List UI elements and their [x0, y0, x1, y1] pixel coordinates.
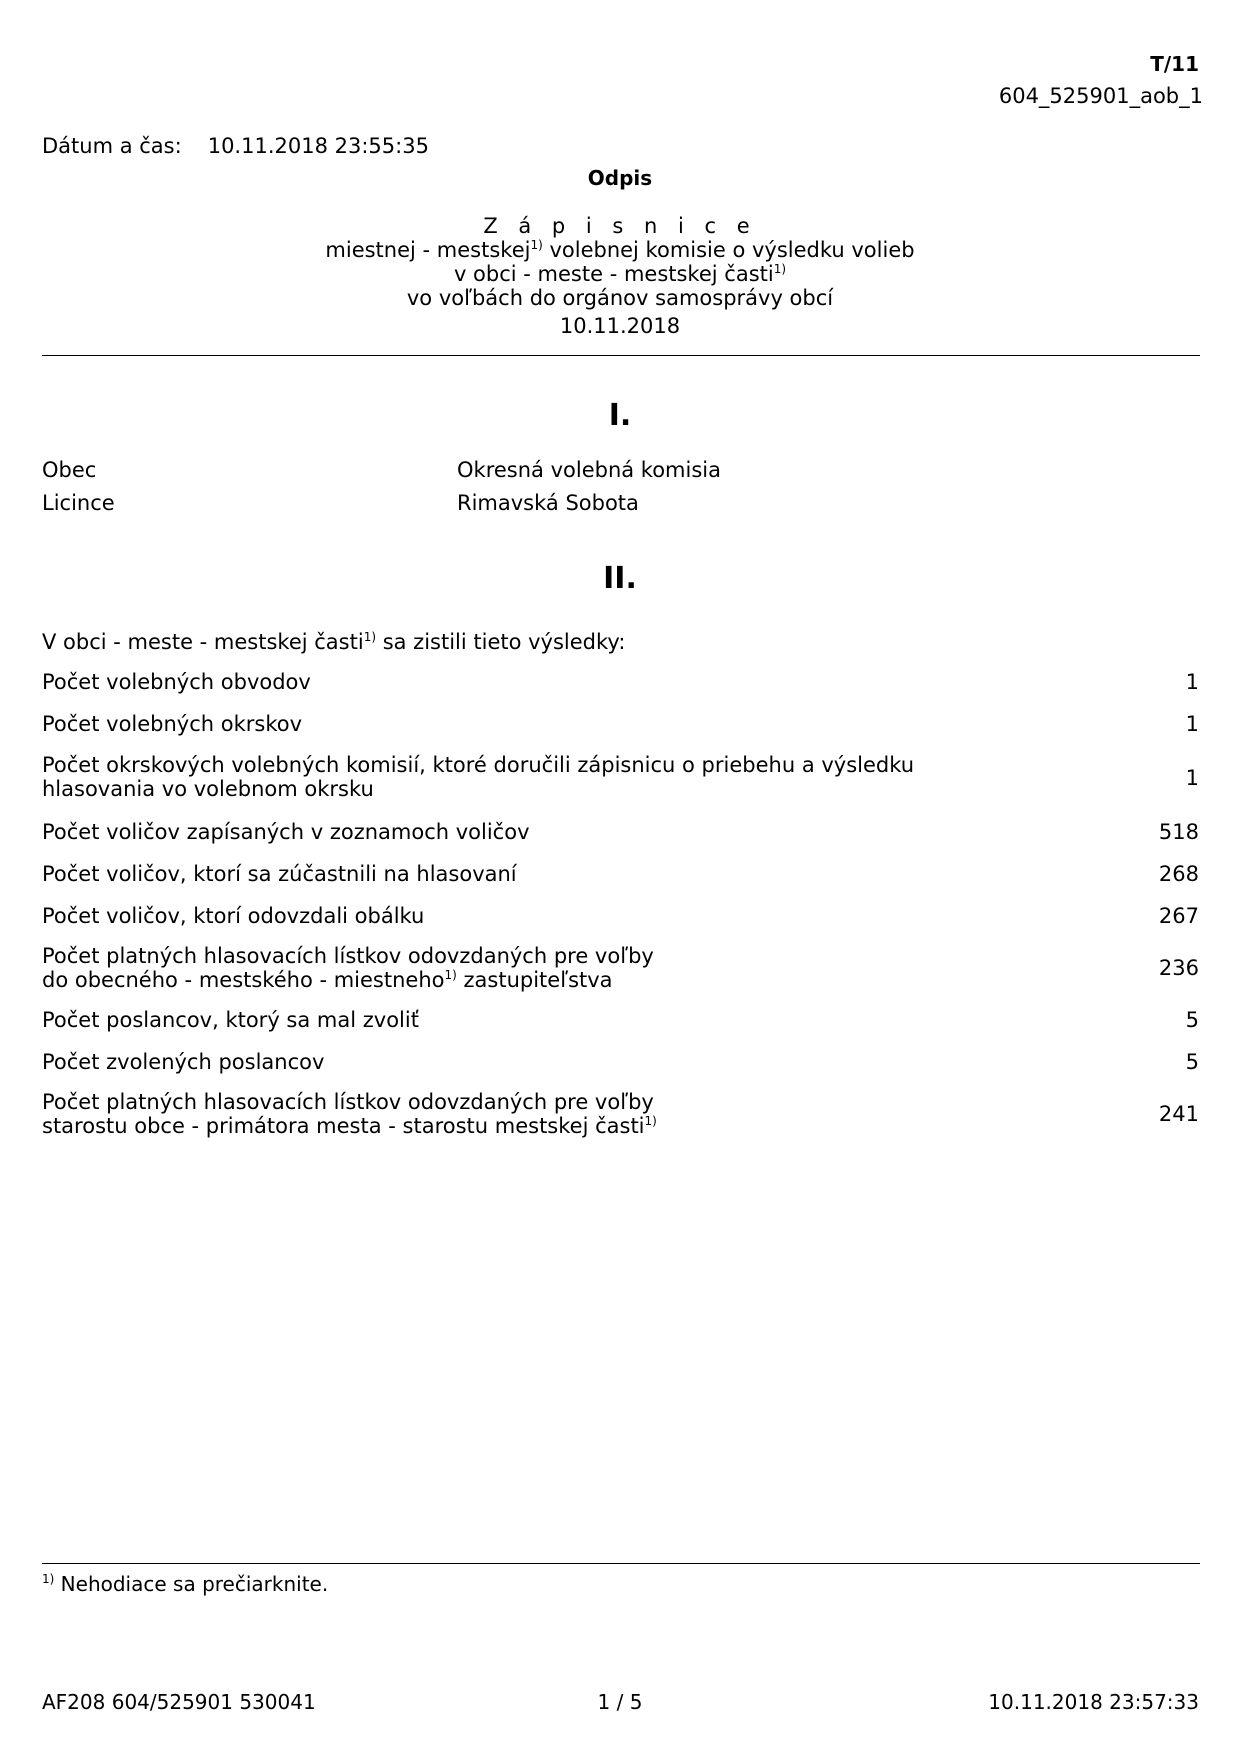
footnote-divider [42, 1563, 1200, 1564]
result-value: 1 [1185, 712, 1199, 736]
title-line-1: Z á p i s n i c e [483, 214, 757, 238]
footnote-mark: 1) [530, 238, 543, 252]
result-label-line-2: hlasovania vo volebnom okrsku [42, 777, 374, 801]
result-value: 1 [1185, 766, 1199, 790]
result-label-line-1: Počet okrskových volebných komisií, ktoré doručili zápisnicu o priebehu a výsledku [42, 753, 915, 777]
title-line-4: vo voľbách do orgánov samosprávy obcí [406, 286, 834, 310]
footnote-text: Nehodiace sa prečiarknite. [54, 1572, 329, 1596]
result-label [42, 944, 654, 992]
obec-value: Licince [42, 491, 115, 515]
footnote-mark: 1) [773, 262, 787, 276]
result-label-line-2-text: starostu obce - primátora mesta - starostu mestskej časti [42, 1114, 645, 1138]
result-label: Počet voličov, ktorí sa zúčastnili na hlasovaní [42, 862, 517, 886]
result-label-line-2 [42, 968, 654, 992]
header-divider [42, 355, 1200, 356]
section-2-intro [42, 630, 625, 654]
title-line-2-part-a: miestnej - mestskej [325, 238, 531, 262]
result-label [42, 753, 914, 801]
result-label-line-1: Počet platných hlasovacích lístkov odovzdaných pre voľby [42, 944, 654, 968]
title-line-3 [0, 262, 1240, 286]
footer-timestamp: 10.11.2018 23:57:33 [988, 1690, 1199, 1714]
datetime-line [42, 134, 429, 158]
result-label-line-2-text: do obecného - mestského - miestneho [42, 968, 445, 992]
datetime-value: 10.11.2018 23:55:35 [207, 134, 429, 158]
result-label: Počet poslancov, ktorý sa mal zvoliť [42, 1008, 419, 1032]
result-value: 241 [1158, 1102, 1199, 1126]
footnote [42, 1572, 328, 1596]
result-value: 5 [1185, 1050, 1199, 1074]
komisia-value: Rimavská Sobota [457, 491, 639, 515]
footnote-mark: 1) [42, 1572, 55, 1586]
footnote-mark: 1) [363, 630, 377, 644]
title-line-2-part-b: volebnej komisie o výsledku volieb [542, 238, 915, 262]
section-1-number: I. [608, 398, 632, 433]
result-value: 518 [1158, 820, 1199, 844]
result-label: Počet voličov zapísaných v zoznamoch voličov [42, 820, 530, 844]
footer-form-id: AF208 604/525901 530041 [42, 1690, 316, 1714]
result-label: Počet volebných okrskov [42, 712, 303, 736]
result-value: 268 [1158, 862, 1199, 886]
footnote-mark: 1) [444, 968, 457, 982]
result-value: 267 [1158, 904, 1199, 928]
komisia-label: Okresná volebná komisia [457, 458, 721, 482]
result-value: 5 [1185, 1008, 1199, 1032]
document-id: 604_525901_aob_1 [998, 84, 1203, 108]
section-2-number: II. [603, 561, 637, 596]
footnote-mark: 1) [644, 1114, 657, 1128]
form-code: T/11 [1150, 52, 1199, 76]
title-line-3-text: v obci - meste - mestskej časti [453, 262, 774, 286]
obec-label: Obec [42, 458, 97, 482]
intro-part-a: V obci - meste - mestskej časti [42, 630, 364, 654]
title-date: 10.11.2018 [559, 314, 681, 338]
result-label-line-1: Počet platných hlasovacích lístkov odovzdaných pre voľby [42, 1090, 654, 1114]
result-label: Počet volebných obvodov [42, 670, 311, 694]
odpis-heading: Odpis [587, 166, 653, 190]
result-label [42, 1090, 657, 1138]
document-title [0, 214, 1240, 338]
result-label: Počet zvolených poslancov [42, 1050, 325, 1074]
datetime-label: Dátum a čas: [42, 134, 182, 158]
title-line-2 [0, 238, 1240, 262]
result-value: 1 [1185, 670, 1199, 694]
result-label-line-2 [42, 1114, 657, 1138]
result-label: Počet voličov, ktorí odovzdali obálku [42, 904, 425, 928]
intro-part-b: sa zistili tieto výsledky: [376, 630, 626, 654]
result-value: 236 [1158, 956, 1199, 980]
page-number: 1 / 5 [597, 1690, 643, 1714]
result-label-line-2-suffix: zastupiteľstva [456, 968, 613, 992]
